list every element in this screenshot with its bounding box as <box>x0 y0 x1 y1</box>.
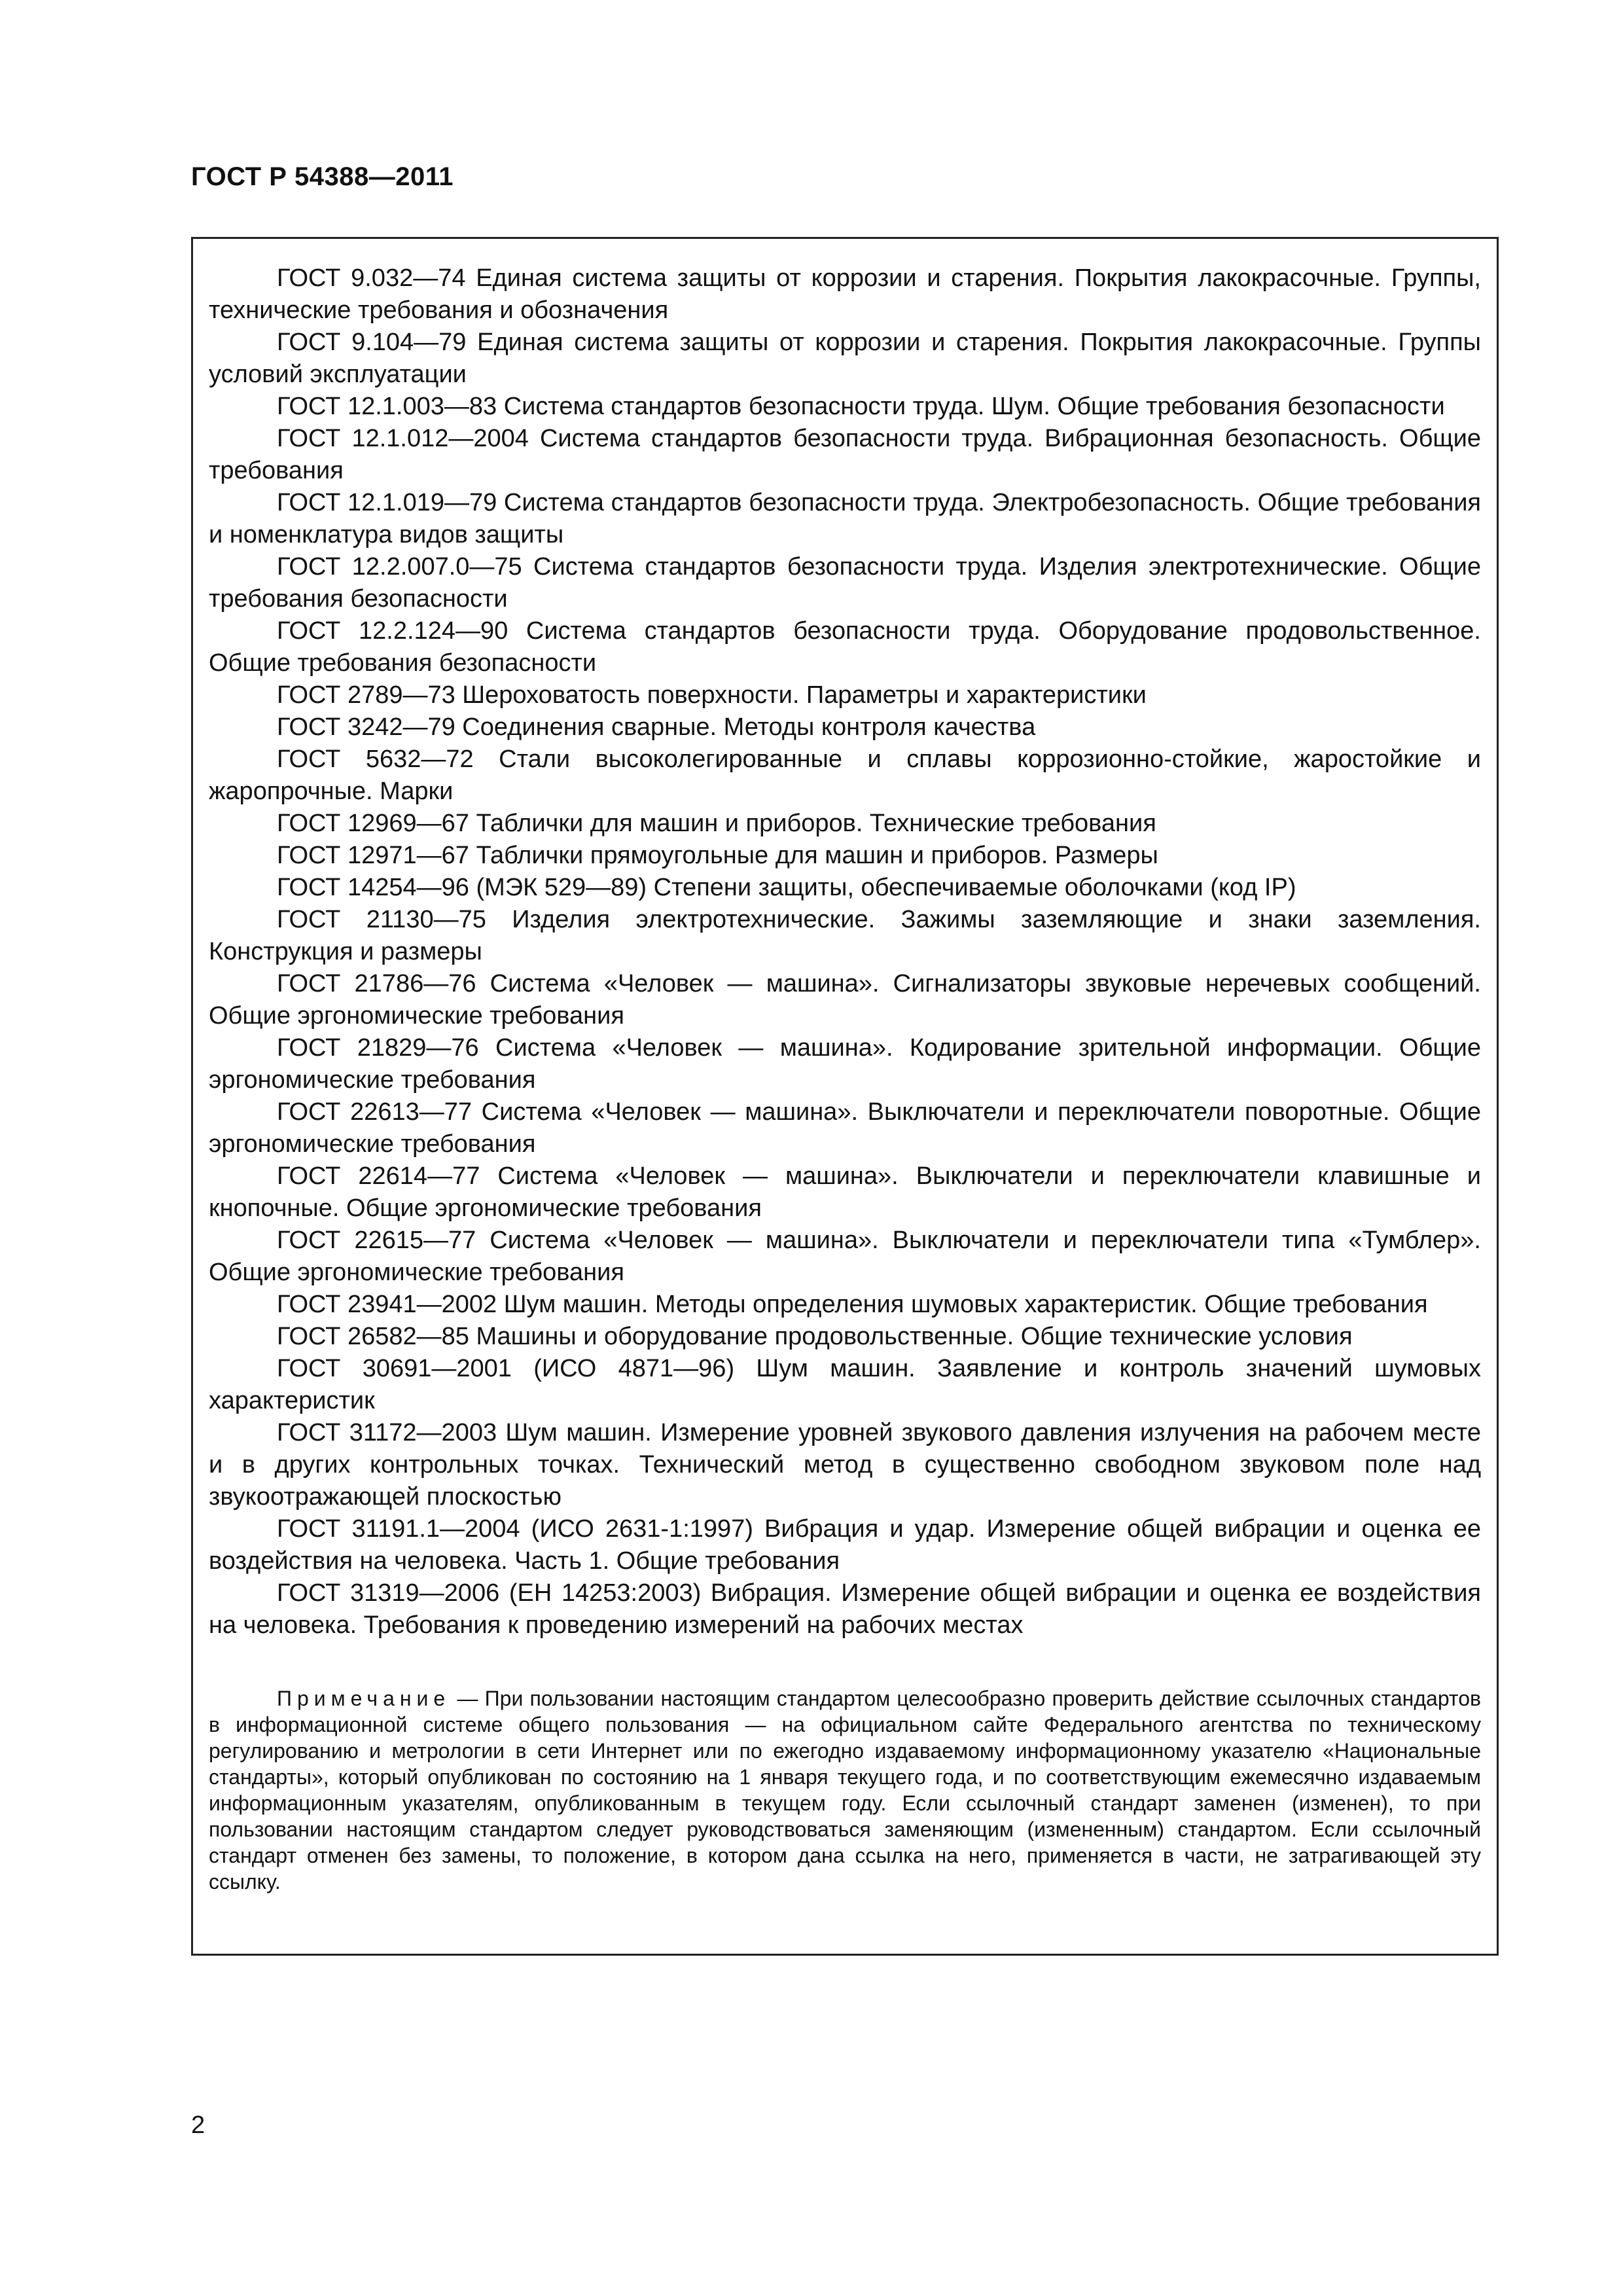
note-label: Примечание <box>277 1687 451 1710</box>
reference-item: ГОСТ 30691—2001 (ИСО 4871—96) Шум машин. Заявление и контроль значений шумовых характеристик <box>209 1355 1481 1414</box>
reference-item: ГОСТ 12.1.012—2004 Система стандартов безопасности труда. Вибрационная безопасность. Общие требования <box>209 425 1481 484</box>
reference-item: ГОСТ 9.032—74 Единая система защиты от коррозии и старения. Покрытия лакокрасочные. Группы, технические требования и обозначения <box>209 264 1481 324</box>
reference-item: ГОСТ 21829—76 Система «Человек — машина». Кодирование зрительной информации. Общие эргономические требования <box>209 1034 1481 1094</box>
reference-item: ГОСТ 12.2.124—90 Система стандартов безопасности труда. Оборудование продовольственное. Общие требования безопасности <box>209 617 1481 677</box>
reference-item: ГОСТ 22613—77 Система «Человек — машина». Выключатели и переключатели поворотные. Общие эргономические требования <box>209 1098 1481 1158</box>
reference-item: ГОСТ 21130—75 Изделия электротехнические. Зажимы заземляющие и знаки заземления. Конструкция и размеры <box>209 906 1481 965</box>
reference-item: ГОСТ 31191.1—2004 (ИСО 2631-1:1997) Вибрация и удар. Измерение общей вибрации и оценка ее воздействия на человека. Часть 1. Общие требования <box>209 1515 1481 1575</box>
reference-item: ГОСТ 12971—67 Таблички прямоугольные для машин и приборов. Размеры <box>277 842 1158 869</box>
note-text: — При пользовании настоящим стандартом целесообразно проверить действие ссылочных стандартов в информационной системе общего пользования — на официальном сайте Федерального агентства по техническому регулированию и метрологии в сети Интернет или по ежегодно издаваемому информационному указателю «Национальные стандарты», который опубликован по состоянию на 1 января текущего года, и по соответствующим ежемесячно издаваемым информационным указателям, опубликованным в текущем году. Если ссылочный стандарт заменен (изменен), то при пользовании настоящим стандартом следует руководствоваться заменяющим (измененным) стандартом. Если ссылочный стандарт отменен без замены, то положение, в котором дана ссылка на него, применяется в части, не затрагивающей эту ссылку. <box>209 1687 1482 1893</box>
reference-item: ГОСТ 12.1.019—79 Система стандартов безопасности труда. Электробезопасность. Общие требования и номенклатура видов защиты <box>209 489 1481 548</box>
reference-item: ГОСТ 22614—77 Система «Человек — машина». Выключатели и переключатели клавишные и кнопочные. Общие эргономические требования <box>209 1162 1481 1222</box>
reference-item: ГОСТ 2789—73 Шероховатость поверхности. Параметры и характеристики <box>277 681 1147 709</box>
normative-references-frame <box>191 237 1499 1956</box>
note-paragraph <box>209 1685 1481 1895</box>
reference-item: ГОСТ 21786—76 Система «Человек — машина». Сигнализаторы звуковые неречевых сообщений. Общие эргономические требования <box>209 970 1481 1030</box>
reference-item: ГОСТ 3242—79 Соединения сварные. Методы контроля качества <box>277 713 1036 741</box>
reference-item: ГОСТ 23941—2002 Шум машин. Методы определения шумовых характеристик. Общие требования <box>277 1291 1428 1318</box>
reference-item: ГОСТ 22615—77 Система «Человек — машина». Выключатели и переключатели типа «Тумблер». Общие эргономические требования <box>209 1227 1481 1286</box>
reference-item: ГОСТ 9.104—79 Единая система защиты от коррозии и старения. Покрытия лакокрасочные. Группы условий эксплуатации <box>209 329 1481 388</box>
document-designation: ГОСТ Р 54388—2011 <box>191 162 454 191</box>
reference-item: ГОСТ 14254—96 (МЭК 529—89) Степени защиты, обеспечиваемые оболочками (код IP) <box>277 874 1296 901</box>
reference-item: ГОСТ 12.2.007.0—75 Система стандартов безопасности труда. Изделия электротехнические. Общие требования безопасности <box>209 553 1481 613</box>
reference-item: ГОСТ 12969—67 Таблички для машин и приборов. Технические требования <box>277 810 1156 837</box>
reference-item: ГОСТ 12.1.003—83 Система стандартов безопасности труда. Шум. Общие требования безопасности <box>277 393 1445 420</box>
reference-list <box>209 262 1481 1641</box>
page-number: 2 <box>191 2111 205 2139</box>
reference-item: ГОСТ 31172—2003 Шум машин. Измерение уровней звукового давления излучения на рабочем месте и в других контрольных точках. Технический метод в существенно свободном звуковом поле над звукоотражающей плоскостью <box>209 1419 1481 1511</box>
reference-item: ГОСТ 5632—72 Стали высоколегированные и сплавы коррозионно-стойкие, жаростойкие и жаропрочные. Марки <box>209 745 1481 805</box>
reference-item: ГОСТ 26582—85 Машины и оборудование продовольственные. Общие технические условия <box>277 1323 1353 1350</box>
reference-item: ГОСТ 31319—2006 (ЕН 14253:2003) Вибрация. Измерение общей вибрации и оценка ее воздействия на человека. Требования к проведению измерений на рабочих местах <box>209 1579 1481 1639</box>
